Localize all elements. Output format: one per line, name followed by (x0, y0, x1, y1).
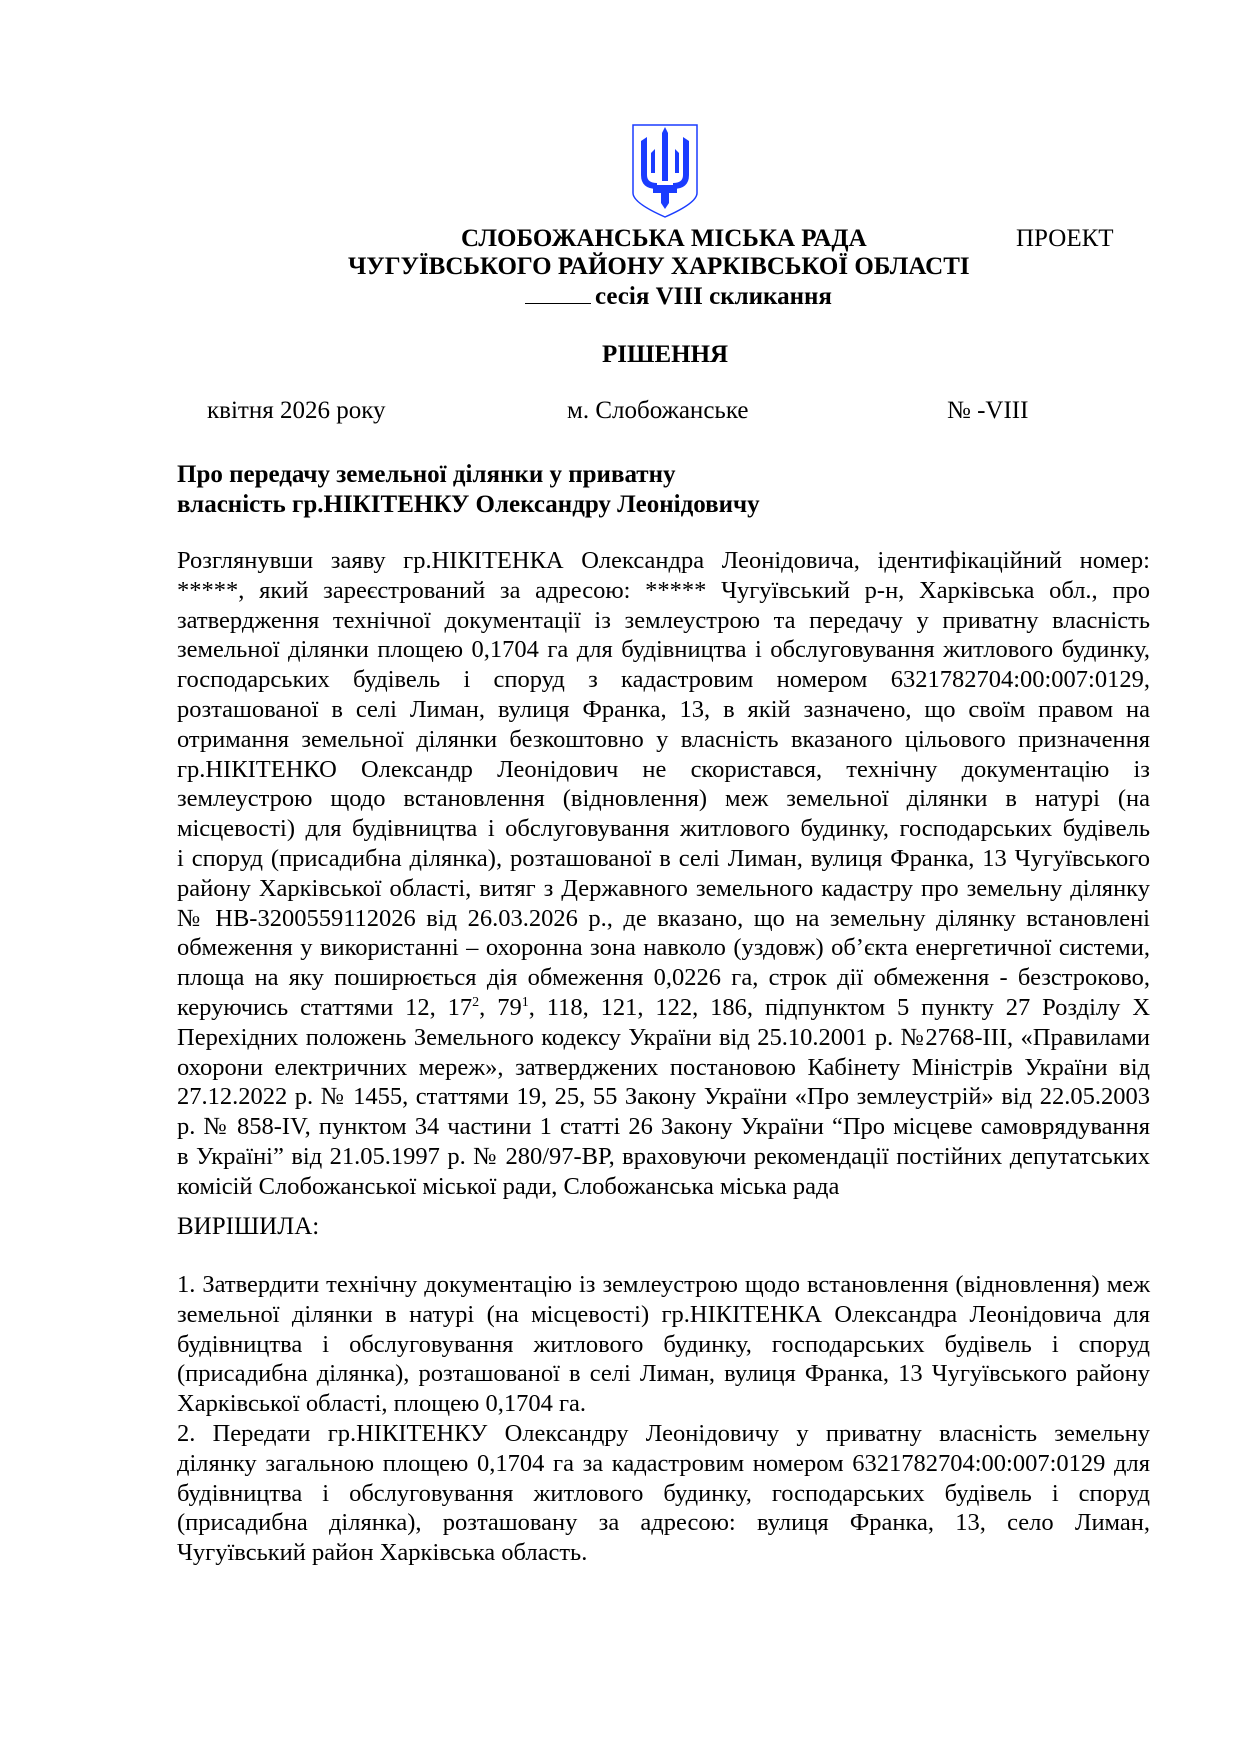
session-label: сесія VIII скликання (595, 283, 832, 310)
text-line: району Харківської області, витяг з Державного земельного кадастру про земельну ділянку (177, 874, 1150, 902)
text-line: площа на яку поширюється дія обмеження 0,0226 га, строк дії обмеження - безстроково, (177, 964, 1150, 992)
preamble-paragraph (177, 546, 1150, 1202)
text-segment: , 79 (479, 993, 522, 1021)
text-line: Розглянувши заяву гр.НІКІТЕНКА Олександра Леонідовича, ідентифікаційний номер: (177, 547, 1150, 574)
text-line: в Україні” від 21.05.1997 р. № 280/97-ВР, враховуючи рекомендації постійних депутатських (177, 1142, 1150, 1170)
text-line: Харківської області, площею 0,1704 га. (177, 1390, 586, 1418)
decision-number: № -VIII (947, 397, 1029, 424)
text-line: землеустрою щодо встановлення (відновлення) меж земельної ділянки в натурі (на (177, 785, 1150, 813)
text-segment: , 118, 121, 122, 186, підпунктом 5 пункту 27 Розділу Х (528, 993, 1151, 1021)
text-line: і споруд (присадибна ділянка), розташованої в селі Лиман, вулиця Франка, 13 Чугуївського (177, 844, 1150, 872)
text-line: (присадибна ділянка), розташовану за адресою: вулиця Франка, 13, село Лиман, (177, 1509, 1150, 1537)
draft-mark: ПРОЕКТ (1016, 225, 1114, 252)
text-line: будівництва і обслуговування житлового будинку, господарських будівель і споруд (177, 1330, 1150, 1358)
decision-city: м. Слобожанське (567, 397, 749, 424)
text-line: 27.12.2022 р. № 1455, статтями 19, 25, 55 Закону України «Про землеустрій» від 22.05.2003 (177, 1083, 1150, 1111)
decision-item-1 (177, 1270, 1150, 1419)
text-line: місцевості) для будівництва і обслуговування житлового будинку, господарських будівель (177, 815, 1150, 843)
text-segment: керуючись статтями 12, 17 (177, 993, 473, 1021)
text-line: затвердження технічної документації із землеустрою та передачу у приватну власність (177, 606, 1150, 634)
text-line: р. № 858-IV, пунктом 34 частини 1 статті 26 Закону України “Про місцеве самоврядування (177, 1113, 1150, 1141)
text-line: Чугуївський район Харківська область. (177, 1539, 588, 1567)
text-line: 2. Передати гр.НІКІТЕНКУ Олександру Леонідовичу у приватну власність земельну (177, 1420, 1150, 1447)
decided-label: ВИРІШИЛА: (177, 1213, 320, 1240)
text-line: земельної ділянки в натурі (на місцевості) гр.НІКІТЕНКА Олександра Леонідовича для (177, 1300, 1150, 1328)
text-line: 1. Затвердити технічну документацію із землеустрою щодо встановлення (відновлення) меж (177, 1271, 1150, 1298)
document-type: РІШЕННЯ (602, 341, 729, 368)
text-line: комісій Слобожанської міської ради, Слобожанська міська рада (177, 1172, 840, 1200)
district-name: ЧУГУЇВСЬКОГО РАЙОНУ ХАРКІВСЬКОЇ ОБЛАСТІ (348, 253, 970, 280)
text-line: будівництва і обслуговування житлового будинку, господарських будівель і споруд (177, 1479, 1150, 1507)
subject-line: власність гр.НІКІТЕНКУ Олександру Леонідовичу (177, 491, 760, 518)
text-line: № НВ-3200559112026 від 26.03.2026 р., де вказано, що на земельну ділянку встановлені (177, 904, 1150, 932)
text-line: *****, який зареєстрований за адресою: ***** Чугуївський р-н, Харківська обл., про (177, 576, 1150, 604)
decision-subject (177, 460, 760, 520)
text-line: отримання земельної ділянки безкоштовно у власність вказаного цільового призначення (177, 725, 1150, 753)
text-line: (присадибна ділянка), розташованої в селі Лиман, вулиця Франка, 13 Чугуївського району (177, 1360, 1150, 1388)
text-line: земельної ділянки площею 0,1704 га для будівництва і обслуговування житлового будинку, (177, 636, 1150, 664)
text-line: ділянку загальною площею 0,1704 га за кадастровим номером 6321782704:00:007:0129 для (177, 1449, 1150, 1477)
subject-line: Про передачу земельної ділянки у приватну (177, 461, 676, 488)
superscript: 2 (472, 994, 480, 1010)
session-number-blank (525, 283, 591, 304)
council-name: СЛОБОЖАНСЬКА МІСЬКА РАДА (461, 225, 867, 252)
text-line: господарських будівель і споруд з кадастровим номером 6321782704:00:007:0129, (177, 666, 1150, 694)
decision-date: квітня 2026 року (207, 397, 386, 424)
decision-item-2 (177, 1419, 1150, 1568)
text-line (177, 993, 1150, 1023)
coat-of-arms-icon (631, 123, 699, 219)
text-line: охорони електричних мереж», затверджених постановою Кабінету Міністрів України від (177, 1053, 1150, 1081)
text-line: обмеження у використанні – охоронна зона навколо (уздовж) об’єкта енергетичної системи, (177, 934, 1150, 962)
text-line: гр.НІКІТЕНКО Олександр Леонідович не скористався, технічну документацію із (177, 755, 1150, 783)
text-line: розташованої в селі Лиман, вулиця Франка, 13, в якій зазначено, що своїм правом на (177, 695, 1150, 723)
superscript: 1 (521, 994, 529, 1010)
text-line: Перехідних положень Земельного кодексу України від 25.10.2001 р. №2768-ІІІ, «Правилами (177, 1023, 1150, 1051)
session-line (525, 282, 832, 312)
